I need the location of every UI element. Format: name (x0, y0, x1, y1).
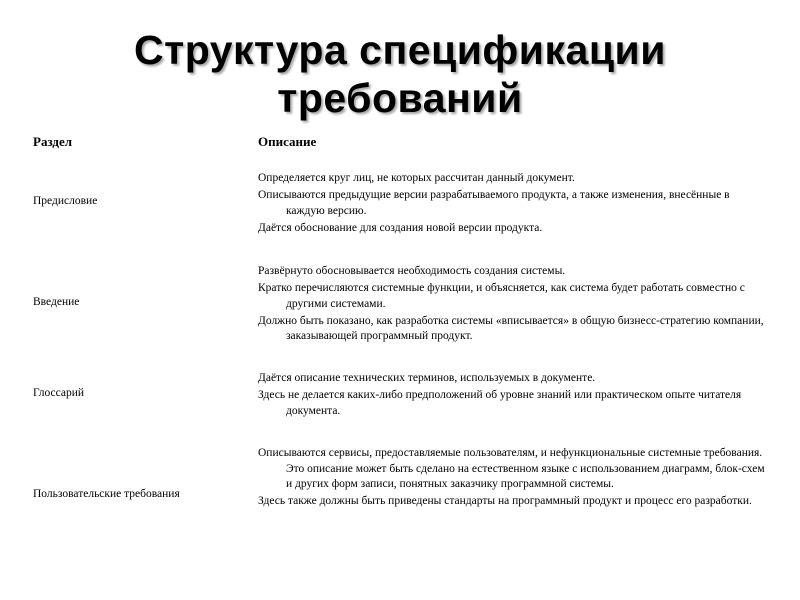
section-description-introduction (258, 264, 768, 346)
description-paragraph: Даётся обоснование для создания новой версии продукта. (258, 221, 543, 234)
column-header-section: Раздел (33, 134, 73, 149)
slide-title-line-2: требований (277, 75, 523, 121)
section-description-glossary (258, 371, 768, 421)
description-paragraph: Должно быть показано, как разработка системы «вписывается» в общую бизнесс-стратегию компании, заказывающей программный продукт. (258, 314, 764, 342)
section-name-user-requirements: Пользовательские требования (33, 488, 180, 500)
column-header-description: Описание (258, 134, 317, 149)
section-description-preface (258, 171, 768, 238)
section-name-glossary: Глоссарий (33, 387, 85, 399)
description-paragraph: Развёрнуто обосновывается необходимость создания системы. (258, 265, 566, 277)
slide-title-line-1: Структура спецификации (134, 27, 666, 73)
description-paragraph: Кратко перечисляются системные функции, и объясняется, как система будет работать совместно с другими системами. (258, 282, 745, 310)
section-name-introduction: Введение (33, 296, 80, 308)
description-paragraph: Здесь также должны быть приведены стандарты на программный продукт и процесс его разработки. (258, 495, 752, 507)
section-name-preface: Предисловие (33, 195, 98, 207)
section-description-user-requirements (258, 446, 768, 511)
slide-title (0, 26, 800, 122)
description-paragraph: Определяется круг лиц, не которых рассчитан данный документ. (258, 172, 575, 184)
description-paragraph: Здесь не делается каких-либо предположений об уровне знаний или практическом опыте читателя документа. (258, 389, 742, 417)
description-paragraph: Даётся описание технических терминов, используемых в документе. (258, 372, 596, 384)
description-paragraph: Описываются сервисы, предоставляемые пользователям, и нефункциональные системные требования. Это описание может быть сделано на естественном языке с использованием диаграмм, блок-схем и других форм записи, понятных заказчику программной системы. (258, 447, 765, 490)
description-paragraph: Описываются предыдущие версии разрабатываемого продукта, а также изменения, внесённые в каждую версию. (258, 189, 730, 217)
